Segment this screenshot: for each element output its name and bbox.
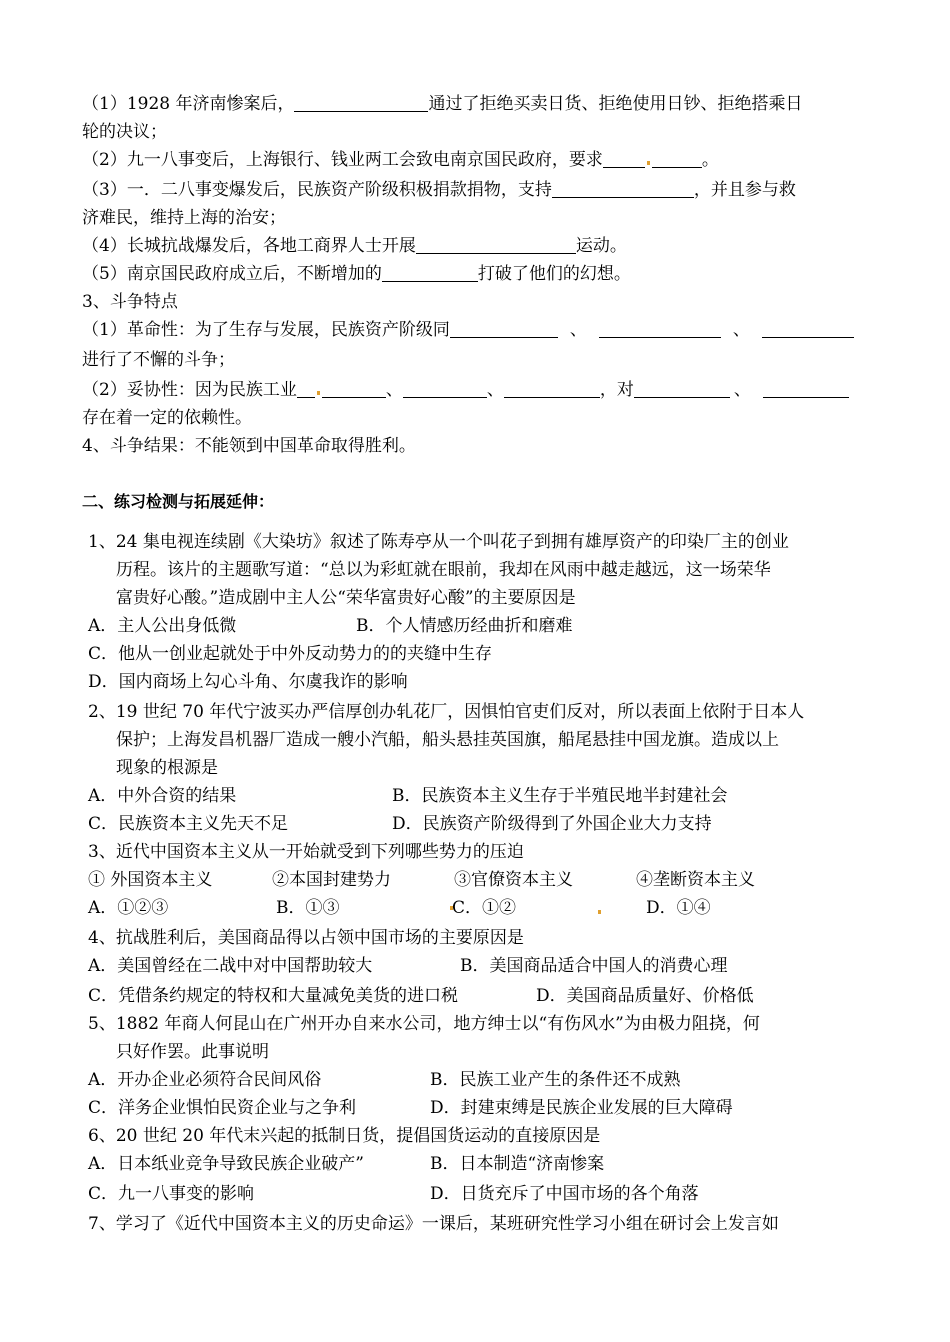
q3-option-a[interactable]: A．①②③ [88, 898, 169, 918]
q3-option-d[interactable]: D．①④ [646, 898, 711, 918]
r2-text: （2）妥协性：因为民族工业 [82, 380, 297, 400]
answer-blank[interactable] [450, 319, 558, 338]
fill-q3-line1 [82, 178, 796, 202]
stray-mark [598, 910, 601, 914]
answer-blank[interactable] [403, 379, 487, 398]
q3-option-b[interactable]: B．①③ [276, 898, 340, 918]
q2-stem-line3: 现象的根源是 [116, 758, 218, 778]
q3-item-3: ③官僚资本主义 [454, 870, 573, 890]
q2-end: 。 [701, 150, 719, 170]
q4-option-c[interactable]: C．凭借条约规定的特权和大量减免美货的进口税 [88, 986, 459, 1006]
q1-option-c[interactable]: C．他从一创业起就处于中外反动势力的的夹缝中生存 [88, 644, 493, 664]
q4-end: 运动。 [575, 236, 627, 256]
q6-option-c[interactable]: C．九一八事变的影响 [88, 1184, 255, 1204]
answer-blank[interactable] [416, 235, 576, 254]
q1-stem-line2: 历程。该片的主题歌写道：“总以为彩虹就在眼前，我却在风雨中越走越远，这一场荣华 [116, 560, 771, 580]
section-heading-practice: 二、练习检测与拓展延伸： [82, 492, 275, 511]
q2-option-d[interactable]: D．民族资产阶级得到了外国企业大力支持 [392, 814, 712, 834]
q5-end: 打破了他们的幻想。 [477, 264, 631, 284]
separator: 、 [733, 380, 751, 400]
q2-text: （2）九一八事变后，上海银行、钱业两工会致电南京国民政府，要求 [82, 150, 603, 170]
fill-q3-line2: 济难民，维持上海的治安； [82, 208, 286, 228]
feature-revolutionary-line1 [82, 318, 854, 342]
fill-q1-line2: 轮的决议； [82, 122, 167, 142]
fill-q2 [82, 148, 719, 172]
q5-stem-line1: 5、1882 年商人何昆山在广州开办自来水公司，地方绅士以“有伤风水”为由极力阻挠，何 [88, 1014, 760, 1034]
q5-stem-line2: 只好作罢。此事说明 [116, 1042, 269, 1062]
q5-option-c[interactable]: C．洋务企业惧怕民资企业与之争利 [88, 1098, 357, 1118]
struggle-result: 4、斗争结果：不能领到中国革命取得胜利。 [82, 436, 416, 456]
answer-blank[interactable] [294, 93, 428, 112]
q4-option-b[interactable]: B．美国商品适合中国人的消费心理 [460, 956, 728, 976]
fill-q5 [82, 262, 631, 286]
answer-blank[interactable] [762, 319, 854, 338]
q4-stem: 4、抗战胜利后，美国商品得以占领中国市场的主要原因是 [88, 928, 524, 948]
feature-compromise-line1 [82, 378, 849, 402]
q3-item-2: ②本国封建势力 [272, 870, 391, 890]
heading-struggle-features: 3、斗争特点 [82, 292, 178, 312]
q6-option-b[interactable]: B．日本制造“济南惨案 [430, 1154, 605, 1174]
separator: 、 [486, 380, 504, 400]
q3-item-4: ④垄断资本主义 [636, 870, 755, 890]
answer-blank[interactable] [504, 379, 600, 398]
q2-option-a[interactable]: A．中外合资的结果 [88, 786, 237, 806]
q1-option-d[interactable]: D．国内商场上勾心斗角、尔虞我诈的影响 [88, 672, 408, 692]
q3-stem: 3、近代中国资本主义从一开始就受到下列哪些势力的压迫 [88, 842, 524, 862]
q6-stem: 6、20 世纪 20 年代末兴起的抵制日货，提倡国货运动的直接原因是 [88, 1126, 601, 1146]
q7-stem: 7、学习了《近代中国资本主义的历史命运》一课后，某班研究性学习小组在研讨会上发言如 [88, 1214, 779, 1234]
answer-blank[interactable] [603, 149, 645, 168]
q4-text: （4）长城抗战爆发后，各地工商界人士开展 [82, 236, 416, 256]
answer-blank[interactable] [634, 379, 730, 398]
q1-text-end: 通过了拒绝买卖日货、拒绝使用日钞、拒绝搭乘日 [428, 94, 803, 114]
feature-compromise-line2: 存在着一定的依赖性。 [82, 408, 252, 428]
separator: 、 [732, 320, 750, 340]
q2-stem-line2: 保护；上海发昌机器厂造成一艘小汽船，船头悬挂英国旗，船尾悬挂中国龙旗。造成以上 [116, 730, 779, 750]
stray-mark [317, 391, 320, 395]
stray-mark [647, 161, 650, 165]
q5-text: （5）南京国民政府成立后，不断增加的 [82, 264, 382, 284]
q5-option-b[interactable]: B．民族工业产生的条件还不成熟 [430, 1070, 681, 1090]
fill-q4 [82, 234, 627, 258]
q1-option-a[interactable]: A．主人公出身低微 [88, 616, 237, 636]
q6-option-a[interactable]: A．日本纸业竞争导致民族企业破产” [88, 1154, 364, 1174]
q4-option-a[interactable]: A．美国曾经在二战中对中国帮助较大 [88, 956, 373, 976]
q1-stem-line3: 富贵好心酸。”造成剧中主人公“荣华富贵好心酸”的主要原因是 [116, 588, 576, 608]
feature-revolutionary-line2: 进行了不懈的斗争； [82, 350, 235, 370]
answer-blank[interactable] [382, 263, 478, 282]
q6-option-d[interactable]: D．日货充斥了中国市场的各个角落 [430, 1184, 699, 1204]
q5-option-a[interactable]: A．开办企业必须符合民间风俗 [88, 1070, 322, 1090]
r1-text: （1）革命性：为了生存与发展，民族资产阶级同 [82, 320, 450, 340]
fill-q1-line1 [82, 92, 802, 116]
q1-text-start: （1）1928 年济南惨案后， [82, 94, 295, 114]
q3-item-1: ① 外国资本主义 [88, 870, 213, 890]
answer-blank[interactable] [763, 379, 849, 398]
q2-option-b[interactable]: B．民族资本主义生存于半殖民地半封建社会 [392, 786, 728, 806]
q3-text: （3）一．二八事变爆发后，民族资产阶级积极捐款捐物，支持 [82, 180, 552, 200]
q3-option-c[interactable]: C．①② [452, 898, 517, 918]
r2-text-mid: ，对 [599, 380, 634, 400]
q4-option-d[interactable]: D．美国商品质量好、价格低 [536, 986, 754, 1006]
q2-option-c[interactable]: C．民族资本主义先天不足 [88, 814, 289, 834]
q1-stem-line1: 1、24 集电视连续剧《大染坊》叙述了陈寿亭从一个叫花子到拥有雄厚资产的印染厂主的创业 [88, 532, 789, 552]
q3-text-end: ，并且参与救 [693, 180, 796, 200]
q2-stem-line1: 2、19 世纪 70 年代宁波买办严信厚创办轧花厂，因惧怕官吏们反对，所以表面上依附于日本人 [88, 702, 805, 722]
answer-blank[interactable] [297, 379, 315, 398]
answer-blank[interactable] [652, 149, 702, 168]
separator: 、 [385, 380, 403, 400]
q1-option-b[interactable]: B．个人情感历经曲折和磨难 [356, 616, 573, 636]
answer-blank[interactable] [552, 179, 694, 198]
separator: 、 [569, 320, 587, 340]
answer-blank[interactable] [599, 319, 721, 338]
answer-blank[interactable] [322, 379, 386, 398]
q5-option-d[interactable]: D．封建束缚是民族企业发展的巨大障碍 [430, 1098, 733, 1118]
